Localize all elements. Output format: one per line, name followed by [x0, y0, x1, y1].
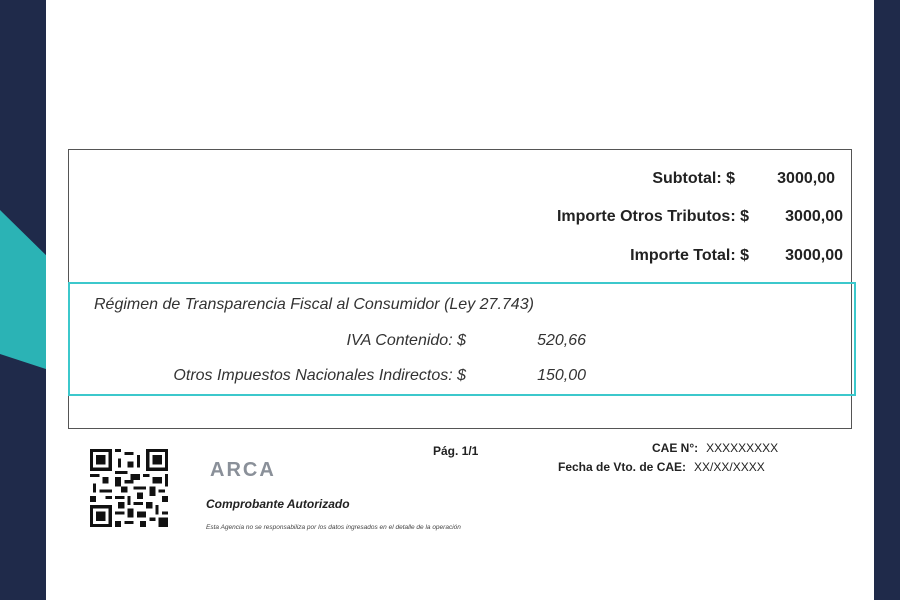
total-label: Importe Total: $: [630, 247, 749, 264]
otros-impuestos-value: 150,00: [537, 367, 586, 384]
page-number: Pág. 1/1: [433, 444, 479, 458]
arca-logo: ARCA: [210, 459, 276, 481]
subtotal-value: 3000,00: [777, 170, 835, 187]
iva-value: 520,66: [537, 332, 586, 349]
cae-label: CAE N°:: [652, 441, 699, 455]
cae-number-row: [652, 441, 778, 455]
iva-row: [86, 332, 586, 350]
cae-vto-row: [558, 460, 765, 474]
total-value: 3000,00: [785, 247, 843, 264]
vto-label: Fecha de Vto. de CAE:: [558, 460, 687, 474]
otros-tributos-value: 3000,00: [785, 208, 843, 225]
otros-tributos-row: [557, 208, 851, 226]
total-row: [630, 247, 851, 265]
iva-label: IVA Contenido: $: [346, 332, 466, 349]
otros-impuestos-row: [86, 367, 586, 385]
comprobante-autorizado: Comprobante Autorizado: [206, 497, 350, 511]
vto-value: XX/XX/XXXX: [694, 460, 765, 474]
transparencia-title: Régimen de Transparencia Fiscal al Consumidor (Ley 27.743): [94, 296, 534, 313]
subtotal-row: [652, 170, 851, 188]
transparencia-box: [68, 282, 856, 396]
disclaimer-text: Esta Agencia no se responsabiliza por los datos ingresados en el detalle de la operación: [206, 524, 461, 531]
subtotal-label: Subtotal: $: [652, 170, 735, 187]
otros-impuestos-label: Otros Impuestos Nacionales Indirectos: $: [173, 367, 466, 384]
otros-tributos-label: Importe Otros Tributos: $: [556, 208, 749, 225]
invoice-page: [46, 0, 874, 600]
qr-code-icon: [90, 449, 168, 527]
cae-value: XXXXXXXXX: [706, 441, 779, 455]
